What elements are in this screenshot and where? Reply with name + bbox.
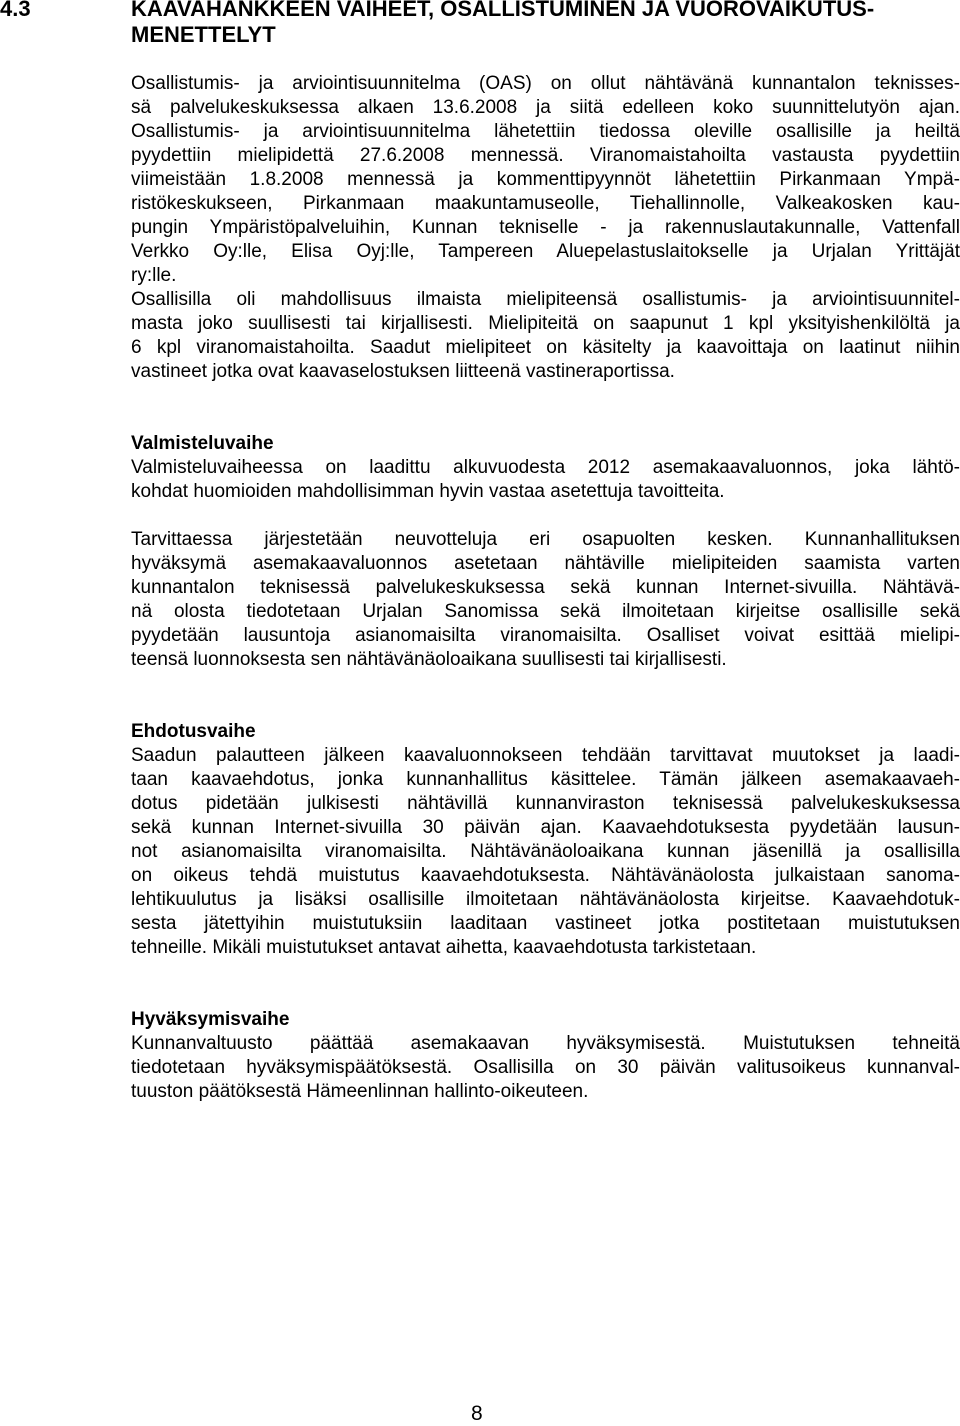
text-line: ry:lle.: [131, 265, 177, 286]
text-line: taan kaavaehdotus, jonka kunnanhallitus käsittelee. Tämän jälkeen asemakaavaeh-: [131, 769, 960, 790]
text-line: tehneille. Mikäli muistutukset antavat aihetta, kaavaehdotusta tarkistetaan.: [131, 937, 757, 958]
text-line: vastineet jotka ovat kaavaselostuksen liitteenä vastineraportissa.: [131, 361, 675, 382]
text-line: kunnantalon teknisessä palvelukeskuksessa sekä kunnan Internet-sivuilla. Nähtävä-: [131, 577, 960, 598]
section-number: 4.3: [0, 0, 31, 21]
spacer: [131, 384, 960, 432]
text-line: teensä luonnoksesta sen nähtävänäoloaikana suullisesti tai kirjallisesti.: [131, 649, 727, 670]
heading-hyvaksymisvaihe: Hyväksymisvaihe: [131, 1009, 290, 1030]
text-line: Tarvittaessa järjestetään neuvotteluja eri osapuolten kesken. Kunnanhallituksen: [131, 529, 960, 550]
text-line: Saadun palautteen jälkeen kaavaluonnokseen tehdään tarvittavat muutokset ja laadi-: [131, 745, 960, 766]
text-line: hyväksymä asemakaavaluonnos asetetaan nähtäville mielipiteiden saamista varten: [131, 553, 960, 574]
text-line: Osallistumis- ja arviointisuunnitelma (OAS) on ollut nähtävänä kunnantalon teknisses-: [131, 73, 960, 94]
text-line: Kunnanvaltuusto päättää asemakaavan hyväksymisestä. Muistutuksen tehneitä: [131, 1033, 960, 1054]
text-line: Osallisilla oli mahdollisuus ilmaista mielipiteensä osallistumis- ja arviointisuunnitel-: [131, 289, 960, 310]
text-line: sekä kunnan Internet-sivuilla 30 päivän ajan. Kaavaehdotuksesta pyydetään lausun-: [131, 817, 960, 838]
text-line: tiedotetaan hyväksymispäätöksestä. Osallisilla on 30 päivän valitusoikeus kunnanval-: [131, 1057, 960, 1078]
spacer: [131, 504, 960, 528]
text-line: dotus pidetään julkisesti nähtävillä kunnanviraston teknisessä palvelukeskuksessa: [131, 793, 960, 814]
text-line: 6 kpl viranomaistahoilta. Saadut mielipiteet on käsitelty ja kaavoittaja on laatinut niihin: [131, 337, 960, 358]
text-line: pyydettiin mielipidettä 27.6.2008 mennessä. Viranomaistahoilta vastausta pyydettiin: [131, 145, 960, 166]
intro-paragraph: [131, 72, 960, 384]
text-line: ristökeskukseen, Pirkanmaan maakuntamuseolle, Tiehallinnolle, Valkeakosken kau-: [131, 193, 960, 214]
text-line: tuuston päätöksestä Hämeenlinnan hallinto-oikeuteen.: [131, 1081, 589, 1102]
text-line: pungin Ympäristöpalveluihin, Kunnan tekniselle - ja rakennuslautakunnalle, Vattenfall: [131, 217, 960, 238]
heading-valmisteluvaihe: Valmisteluvaihe: [131, 433, 274, 454]
text-line: sesta jätettyihin muistutuksiin laaditaan vastineet jotka postitetaan muistutuksen: [131, 913, 960, 934]
text-line: sä palvelukeskuksessa alkaen 13.6.2008 ja siitä edelleen koko suunnittelutyön ajan.: [131, 97, 960, 118]
text-line: nä olosta tiedotetaan Urjalan Sanomissa sekä ilmoitetaan kirjeitse osallisille sekä: [131, 601, 960, 622]
spacer: [131, 960, 960, 1008]
text-line: kohdat huomioiden mahdollisimman hyvin vastaa asetettuja tavoitteita.: [131, 481, 725, 502]
page-number: 8: [471, 1402, 483, 1425]
text-line: viimeistään 1.8.2008 mennessä ja kommenttipyynnöt lähetettiin Pirkanmaan Ympä-: [131, 169, 960, 190]
text-line: Verkko Oy:lle, Elisa Oyj:lle, Tampereen Aluepelastuslaitokselle ja Urjalan Yrittäjät: [131, 241, 960, 262]
section-title: KAAVAHANKKEEN VAIHEET, OSALLISTUMINEN JA VUOROVAIKUTUS-MENETTELYT: [131, 0, 875, 47]
text-line: Valmisteluvaiheessa on laadittu alkuvuodesta 2012 asemakaavaluonnos, joka lähtö-: [131, 457, 960, 478]
text-line: not asianomaisilta viranomaisilta. Nähtävänäoloaikana kunnan jäsenillä ja osallisilla: [131, 841, 960, 862]
heading-ehdotusvaihe: Ehdotusvaihe: [131, 721, 256, 742]
ehdotusvaihe-paragraph: [131, 744, 960, 960]
hyvaksymisvaihe-paragraph: [131, 1032, 960, 1104]
text-line: on oikeus tehdä muistutus kaavaehdotuksesta. Nähtävänäolosta julkaistaan sanoma-: [131, 865, 960, 886]
valmisteluvaihe-paragraph-2: [131, 528, 960, 672]
text-line: lehtikuulutus ja lisäksi osallisille ilmoitetaan nähtävänäolosta kirjeitse. Kaavaehdotuk-: [131, 889, 960, 910]
spacer: [131, 672, 960, 720]
valmisteluvaihe-paragraph-1: [131, 456, 960, 504]
text-line: pyydetään lausuntoja asianomaisilta viranomaisilta. Osalliset voivat esittää mielipi-: [131, 625, 960, 646]
document-body: [131, 72, 960, 1104]
text-line: Osallistumis- ja arviointisuunnitelma lähetettiin tiedossa oleville osallisille ja heiltä: [131, 121, 960, 142]
text-line: masta joko suullisesti tai kirjallisesti. Mielipiteitä on saapunut 1 kpl yksityishenkilöltä ja: [131, 313, 960, 334]
